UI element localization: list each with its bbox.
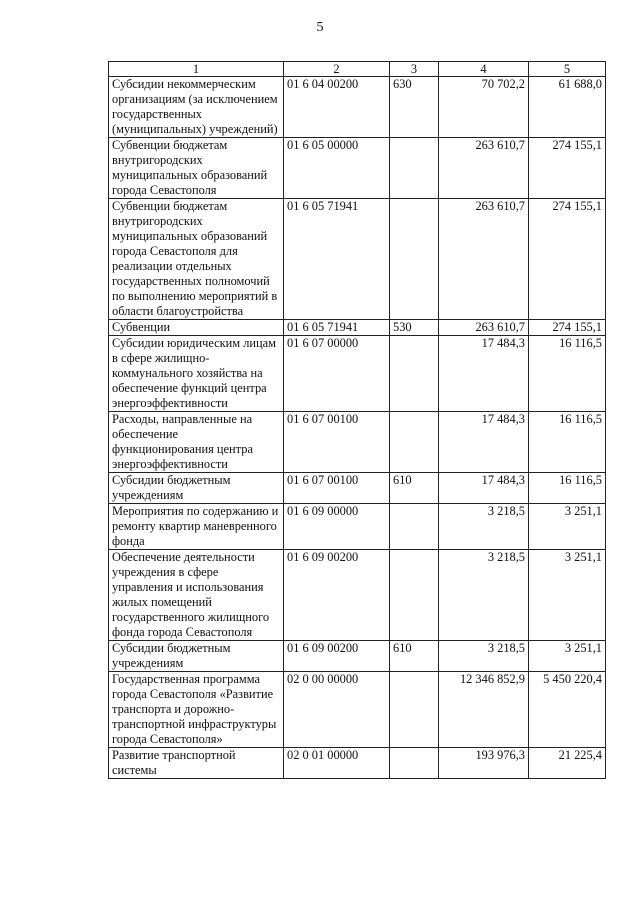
table-row <box>109 412 606 473</box>
row-value-4: 193 976,3 <box>439 748 529 779</box>
row-code: 01 6 05 00000 <box>284 138 390 199</box>
table-row <box>109 77 606 138</box>
row-value-4: 3 218,5 <box>439 641 529 672</box>
row-code: 01 6 05 71941 <box>284 320 390 336</box>
header-cell-3: 3 <box>390 62 439 77</box>
row-value-4: 70 702,2 <box>439 77 529 138</box>
row-value-4: 12 346 852,9 <box>439 672 529 748</box>
header-row <box>109 62 606 77</box>
row-name: Субсидии некоммерческим организациям (за исключением государственных (муниципальных) учреждений) <box>109 77 284 138</box>
row-value-5: 21 225,4 <box>529 748 606 779</box>
row-value-5: 5 450 220,4 <box>529 672 606 748</box>
row-name: Субвенции бюджетам внутригородских муниципальных образований города Севастополя <box>109 138 284 199</box>
row-name: Субвенции бюджетам внутригородских муниципальных образований города Севастополя для реализации отдельных государственных полномочий по выполнению мероприятий в области благоустройства <box>109 199 284 320</box>
row-vr: 530 <box>390 320 439 336</box>
row-vr <box>390 412 439 473</box>
header-cell-5: 5 <box>529 62 606 77</box>
row-name: Расходы, направленные на обеспечение функционирования центра энергоэффективности <box>109 412 284 473</box>
row-name: Субсидии юридическим лицам в сфере жилищно-коммунального хозяйства на обеспечение функций центра энергоэффективности <box>109 336 284 412</box>
row-code: 01 6 04 00200 <box>284 77 390 138</box>
row-vr: 610 <box>390 473 439 504</box>
table-row <box>109 199 606 320</box>
header-cell-2: 2 <box>284 62 390 77</box>
row-value-5: 16 116,5 <box>529 473 606 504</box>
row-vr <box>390 504 439 550</box>
row-vr <box>390 138 439 199</box>
header-cell-4: 4 <box>439 62 529 77</box>
row-vr <box>390 748 439 779</box>
row-vr <box>390 672 439 748</box>
row-vr <box>390 336 439 412</box>
row-value-5: 274 155,1 <box>529 199 606 320</box>
table-row <box>109 672 606 748</box>
row-vr: 630 <box>390 77 439 138</box>
row-value-5: 16 116,5 <box>529 412 606 473</box>
row-value-4: 3 218,5 <box>439 504 529 550</box>
row-code: 02 0 00 00000 <box>284 672 390 748</box>
row-name: Субсидии бюджетным учреждениям <box>109 473 284 504</box>
row-value-5: 16 116,5 <box>529 336 606 412</box>
table-row <box>109 748 606 779</box>
row-code: 01 6 09 00000 <box>284 504 390 550</box>
page-number: 5 <box>316 20 324 35</box>
row-value-4: 17 484,3 <box>439 473 529 504</box>
row-code: 01 6 09 00200 <box>284 550 390 641</box>
row-code: 02 0 01 00000 <box>284 748 390 779</box>
row-value-4: 17 484,3 <box>439 336 529 412</box>
row-value-4: 263 610,7 <box>439 138 529 199</box>
row-vr <box>390 550 439 641</box>
row-code: 01 6 07 00000 <box>284 336 390 412</box>
row-code: 01 6 07 00100 <box>284 473 390 504</box>
table-row <box>109 550 606 641</box>
row-value-5: 61 688,0 <box>529 77 606 138</box>
row-name: Субвенции <box>109 320 284 336</box>
row-code: 01 6 09 00200 <box>284 641 390 672</box>
row-code: 01 6 05 71941 <box>284 199 390 320</box>
table-row <box>109 504 606 550</box>
row-code: 01 6 07 00100 <box>284 412 390 473</box>
row-value-5: 3 251,1 <box>529 641 606 672</box>
row-vr: 610 <box>390 641 439 672</box>
table-row <box>109 336 606 412</box>
table-row <box>109 138 606 199</box>
row-value-5: 274 155,1 <box>529 138 606 199</box>
row-value-5: 3 251,1 <box>529 550 606 641</box>
row-vr <box>390 199 439 320</box>
row-value-5: 274 155,1 <box>529 320 606 336</box>
table-row <box>109 473 606 504</box>
row-value-4: 263 610,7 <box>439 199 529 320</box>
budget-table <box>108 61 606 779</box>
row-name: Обеспечение деятельности учреждения в сфере управления и использования жилых помещений государственного жилищного фонда города Севастополя <box>109 550 284 641</box>
table-row <box>109 320 606 336</box>
row-value-5: 3 251,1 <box>529 504 606 550</box>
row-name: Мероприятия по содержанию и ремонту квартир маневренного фонда <box>109 504 284 550</box>
row-value-4: 17 484,3 <box>439 412 529 473</box>
row-value-4: 263 610,7 <box>439 320 529 336</box>
row-name: Субсидии бюджетным учреждениям <box>109 641 284 672</box>
row-name: Развитие транспортной системы <box>109 748 284 779</box>
header-cell-1: 1 <box>109 62 284 77</box>
table-row <box>109 641 606 672</box>
row-name: Государственная программа города Севастополя «Развитие транспорта и дорожно-транспортной инфраструктуры города Севастополя» <box>109 672 284 748</box>
row-value-4: 3 218,5 <box>439 550 529 641</box>
